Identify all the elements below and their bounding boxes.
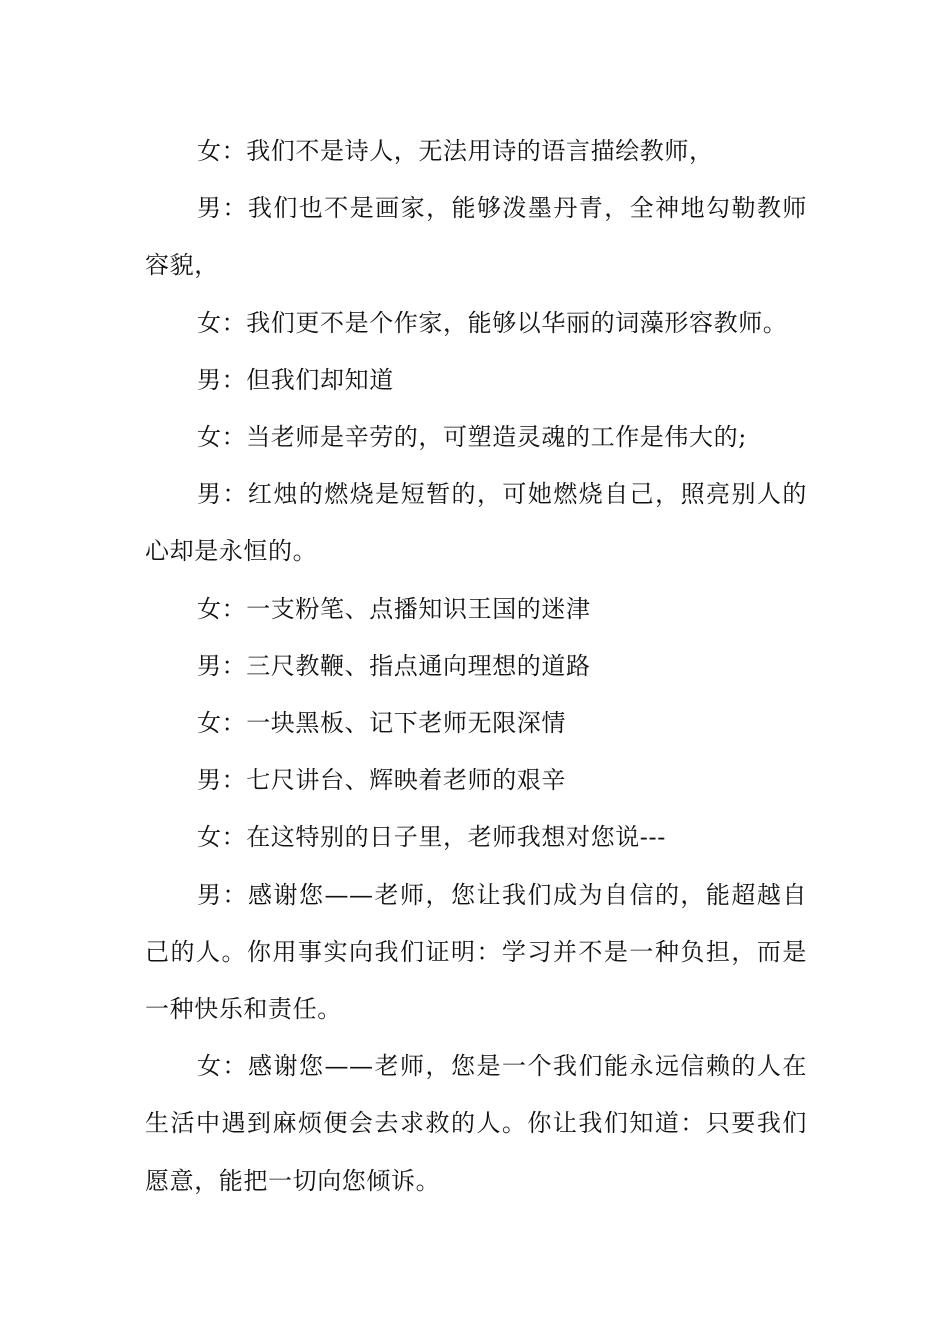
dialogue-paragraph: 男：三尺教鞭、指点通向理想的道路 (197, 651, 591, 680)
dialogue-paragraph: 男：感谢您——老师，您让我们成为自信的，能超越自己的人。你用事实向我们证明：学习并不是一种负担，而是一种快乐和责任。 (145, 880, 807, 1024)
dialogue-paragraph: 女：当老师是辛劳的，可塑造灵魂的工作是伟大的; (197, 423, 747, 452)
dialogue-paragraph: 男：但我们却知道 (197, 365, 394, 394)
dialogue-paragraph: 女：感谢您——老师，您是一个我们能永远信赖的人在生活中遇到麻烦便会去求救的人。你让我们知道：只要我们愿意，能把一切向您倾诉。 (145, 1052, 807, 1195)
document-body (145, 123, 807, 1210)
dialogue-paragraph: 女：在这特别的日子里，老师我想对您说--- (197, 823, 666, 852)
dialogue-paragraph: 女：我们更不是个作家，能够以华丽的词藻形容教师。 (197, 308, 788, 337)
dialogue-paragraph: 女：一支粉笔、点播知识王国的迷津 (197, 594, 591, 623)
dialogue-paragraph: 女：一块黑板、记下老师无限深情 (197, 709, 566, 738)
dialogue-paragraph: 男：我们也不是画家，能够泼墨丹青，全神地勾勒教师容貌， (145, 194, 807, 280)
dialogue-paragraph: 女：我们不是诗人，无法用诗的语言描绘教师， (197, 137, 714, 165)
dialogue-paragraph: 男：红烛的燃烧是短暂的，可她燃烧自己，照亮别人的心却是永恒的。 (145, 480, 807, 566)
dialogue-paragraph: 男：七尺讲台、辉映着老师的艰辛 (197, 766, 566, 795)
